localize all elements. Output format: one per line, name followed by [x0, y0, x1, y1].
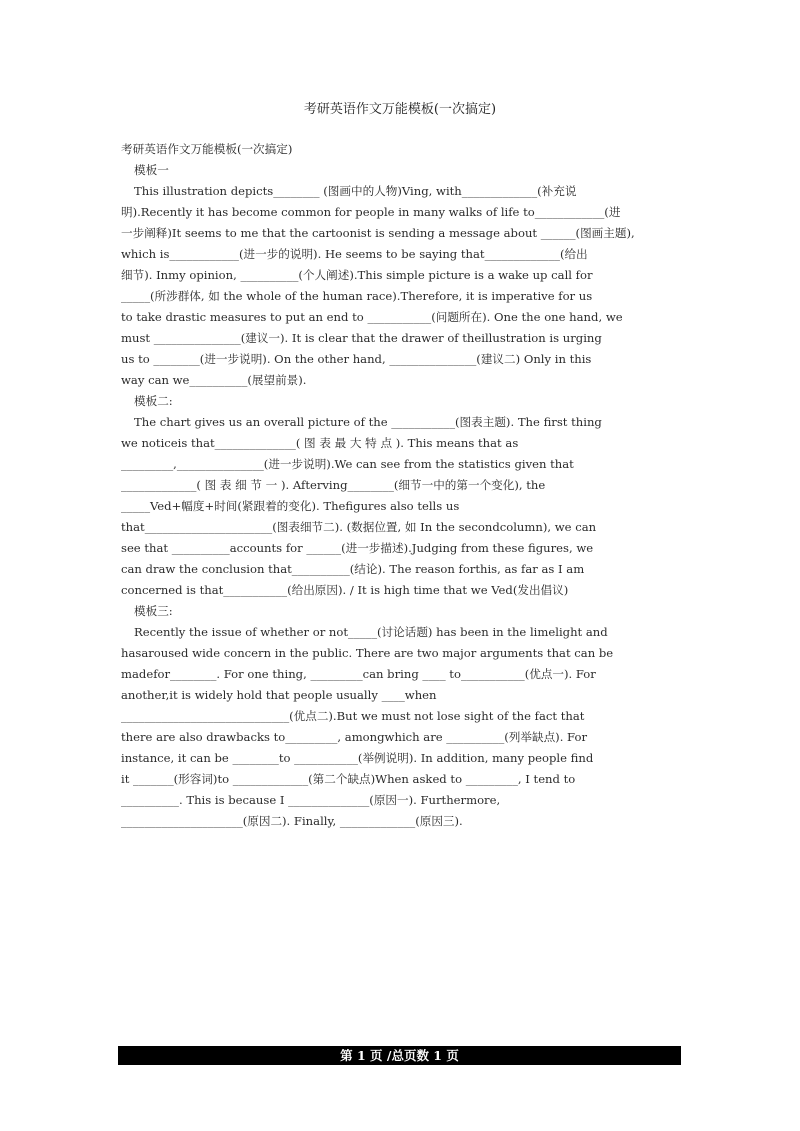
- document-body: [121, 139, 685, 832]
- text-line: This illustration depicts________ (图画中的人物)Ving, with_____________(补充说: [134, 184, 577, 198]
- section-heading-template-2: 模板二:: [134, 394, 173, 408]
- text-line: _____Ved+幅度+时间(紧跟着的变化). Thefigures also tells us: [121, 499, 460, 513]
- page-number-label: 第 1 页 /总页数 1 页: [340, 1048, 459, 1063]
- text-line: to take drastic measures to put an end to ___________(问题所在). One the one hand, we: [121, 310, 623, 324]
- text-line: can draw the conclusion that__________(结论). The reason forthis, as far as I am: [121, 562, 585, 576]
- text-line: it _______(形容词)to _____________(第二个缺点)When asked to _________, I tend to: [121, 772, 576, 786]
- text-line: __________. This is because I ______________(原因一). Furthermore,: [121, 793, 501, 807]
- text-line: concerned is that___________(给出原因). / It is high time that we Ved(发出倡议): [121, 583, 569, 597]
- text-line: there are also drawbacks to_________, amongwhich are __________(列举缺点). For: [121, 730, 587, 744]
- body-heading: 考研英语作文万能模板(一次搞定): [121, 142, 293, 156]
- text-line: see that __________accounts for ______(进一步描述).Judging from these figures, we: [121, 541, 594, 555]
- text-line: madefor________. For one thing, _________can bring ____ to___________(优点一). For: [121, 667, 596, 681]
- text-line: us to ________(进一步说明). On the other hand, _______________(建议二) Only in this: [121, 352, 592, 366]
- text-line: instance, it can be ________to ___________(举例说明). In addition, many people find: [121, 751, 594, 765]
- text-line: _________,_______________(进一步说明).We can see from the statistics given that: [121, 457, 574, 471]
- text-line: 细节). Inmy opinion, __________(个人阐述).This simple picture is a wake up call for: [121, 268, 593, 282]
- text-line: The chart gives us an overall picture of the ___________(图表主题). The first thing: [134, 415, 602, 429]
- text-line: _____________( 图 表 细 节 一 ). Afterving________(细节一中的第一个变化), the: [121, 478, 546, 492]
- section-heading-template-3: 模板三:: [134, 604, 173, 618]
- section-heading-template-1: 模板一: [134, 163, 169, 177]
- text-line: hasaroused wide concern in the public. There are two major arguments that can be: [121, 646, 614, 660]
- text-line: _____(所涉群体, 如 the whole of the human race).Therefore, it is imperative for us: [121, 289, 593, 303]
- text-line: way can we__________(展望前景).: [121, 373, 307, 387]
- text-line: _____________________(原因二). Finally, _____________(原因三).: [121, 814, 463, 828]
- text-line: must _______________(建议一). It is clear that the drawer of theillustration is urging: [121, 331, 602, 345]
- document-title: 考研英语作文万能模板(一次搞定): [303, 102, 497, 117]
- text-line: which is____________(进一步的说明). He seems to be saying that_____________(给出: [121, 247, 588, 261]
- text-line: we noticeis that______________( 图 表 最 大 特 点 ). This means that as: [121, 436, 519, 450]
- text-line: 一步阐释)It seems to me that the cartoonist is sending a message about ______(图画主题),: [121, 226, 635, 240]
- text-line: that______________________(图表细节二). (数据位置, 如 In the secondcolumn), we can: [121, 520, 597, 534]
- page-footer: [118, 1046, 681, 1065]
- text-line: _____________________________(优点二).But we must not lose sight of the fact that: [121, 709, 585, 723]
- text-line: another,it is widely hold that people usually ____when: [121, 688, 437, 702]
- text-line: 明).Recently it has become common for people in many walks of life to____________(进: [121, 205, 621, 219]
- text-line: Recently the issue of whether or not_____(讨论话题) has been in the limelight and: [134, 625, 608, 639]
